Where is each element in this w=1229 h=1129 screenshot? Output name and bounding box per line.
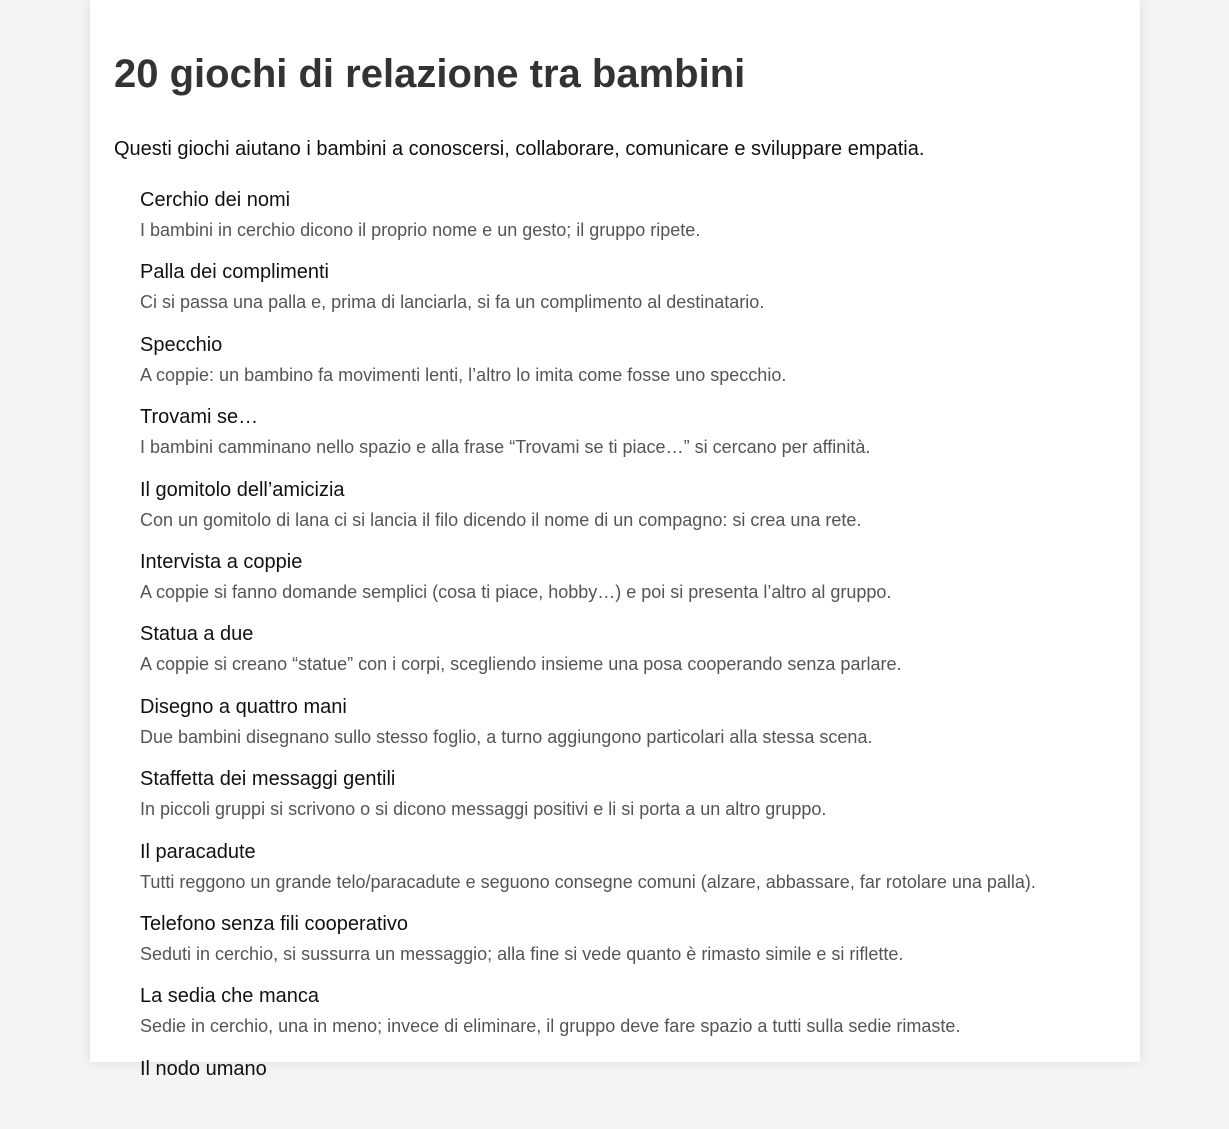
game-description: I bambini camminano nello spazio e alla frase “Trovami se ti piace…” si cercano per affinità. — [140, 437, 871, 458]
game-title: Cerchio dei nomi — [140, 189, 291, 211]
document-page — [90, 0, 1140, 1080]
game-description: A coppie si fanno domande semplici (cosa ti piace, hobby…) e poi si presenta l’altro al gruppo. — [140, 581, 892, 602]
game-title: Telefono senza fili cooperativo — [140, 912, 408, 935]
game-description: Seduti in cerchio, si sussurra un messaggio; alla fine si vede quanto è rimasto simile e si riflette. — [140, 943, 904, 964]
game-title: Disegno a quattro mani — [140, 695, 347, 718]
game-description: Tutti reggono un grande telo/paracadute e seguono consegne comuni (alzare, abbassare, far rotolare una palla). — [140, 871, 1036, 892]
game-description: Con un gomitolo di lana ci si lancia il filo dicendo il nome di un compagno: si crea una rete. — [140, 509, 862, 530]
game-title: Il paracadute — [140, 840, 256, 863]
game-title: Specchio — [140, 333, 223, 356]
game-title: Statua a due — [140, 623, 254, 646]
game-description: Due bambini disegnano sullo stesso foglio, a turno aggiungono particolari alla stessa scena. — [140, 726, 873, 747]
game-title: Palla dei complimenti — [140, 261, 329, 284]
game-title: Trovami se… — [140, 406, 259, 429]
game-description: In piccoli gruppi si scrivono o si dicono messaggi positivi e li si porta a un altro gruppo. — [140, 799, 827, 820]
game-description: Sedie in cerchio, una in meno; invece di eliminare, il gruppo deve fare spazio a tutti sulla sedie rimaste. — [140, 1016, 961, 1037]
game-description: A coppie si creano “statue” con i corpi, scegliendo insieme una posa cooperando senza parlare. — [140, 654, 902, 675]
game-title: La sedia che manca — [140, 985, 320, 1008]
intro-paragraph: Questi giochi aiutano i bambini a conoscersi, collaborare, comunicare e sviluppare empatia. — [114, 138, 925, 160]
page-title: 20 giochi di relazione tra bambini — [114, 52, 746, 96]
game-title: Il gomitolo dell’amicizia — [140, 478, 345, 501]
game-title: Intervista a coppie — [140, 550, 303, 573]
game-description: I bambini in cerchio dicono il proprio nome e un gesto; il gruppo ripete. — [140, 220, 701, 240]
game-description: Ci si passa una palla e, prima di lanciarla, si fa un complimento al destinatario. — [140, 292, 765, 313]
game-title: Staffetta dei messaggi gentili — [140, 768, 396, 791]
game-description: A coppie: un bambino fa movimenti lenti, l’altro lo imita come fosse uno specchio. — [140, 364, 787, 385]
game-title: Il nodo umano — [140, 1057, 267, 1080]
